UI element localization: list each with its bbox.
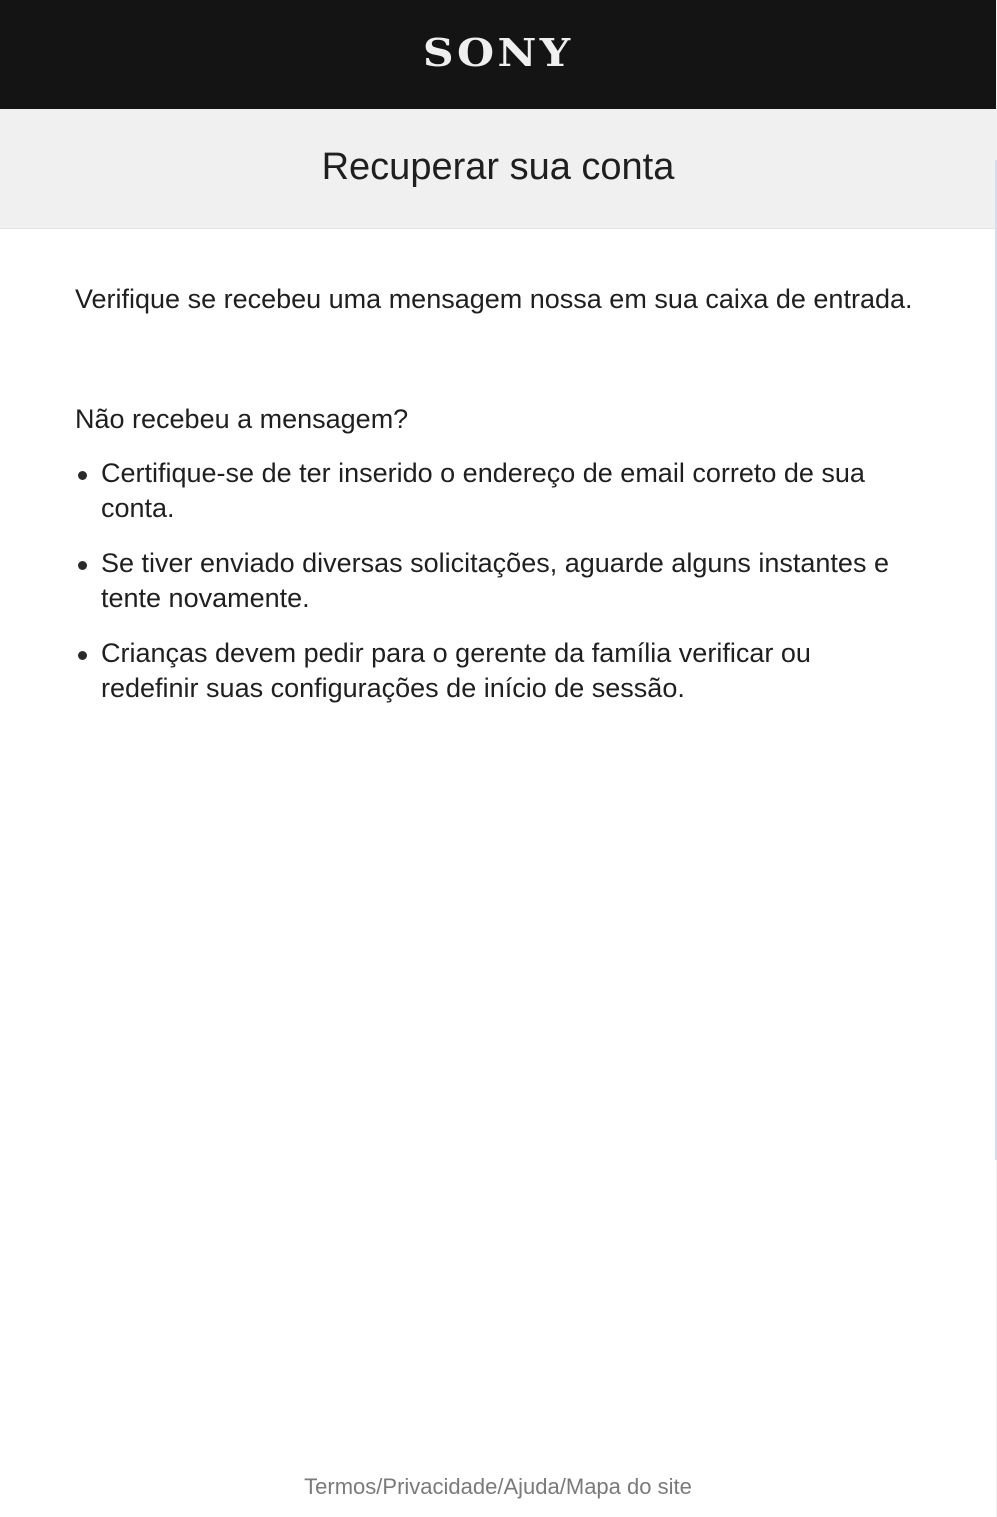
tip-item (75, 546, 915, 616)
tip-text: Se tiver enviado diversas solicitações, aguarde alguns instantes e tente novamente. (101, 548, 889, 613)
footer-separator: / (376, 1474, 383, 1499)
tip-item (75, 456, 915, 526)
page-title: Recuperar sua conta (321, 146, 675, 188)
sony-logo: SONY (422, 29, 574, 75)
tip-text: Crianças devem pedir para o gerente da família verificar ou redefinir suas configurações de início de sessão. (101, 638, 811, 703)
top-bar (0, 0, 996, 109)
footer-link-sitemap[interactable]: Mapa do site (565, 1474, 692, 1499)
no-message-question: Não recebeu a mensagem? (75, 404, 409, 434)
bullet-icon (78, 561, 87, 570)
footer-link-help[interactable]: Ajuda (503, 1474, 560, 1499)
footer-separator: / (497, 1474, 504, 1499)
footer-link-terms[interactable]: Termos (304, 1474, 377, 1499)
intro-text: Verifique se recebeu uma mensagem nossa em sua caixa de entrada. (75, 284, 913, 314)
bullet-icon (78, 651, 87, 660)
bullet-icon (78, 471, 87, 480)
footer-link-privacy[interactable]: Privacidade (382, 1474, 498, 1499)
footer (0, 1474, 996, 1500)
footer-separator: / (559, 1474, 566, 1499)
main-content (75, 279, 915, 726)
tips-list (75, 456, 915, 706)
title-band (0, 109, 996, 229)
tip-item (75, 636, 915, 706)
tip-text: Certifique-se de ter inserido o endereço de email correto de sua conta. (101, 458, 865, 523)
